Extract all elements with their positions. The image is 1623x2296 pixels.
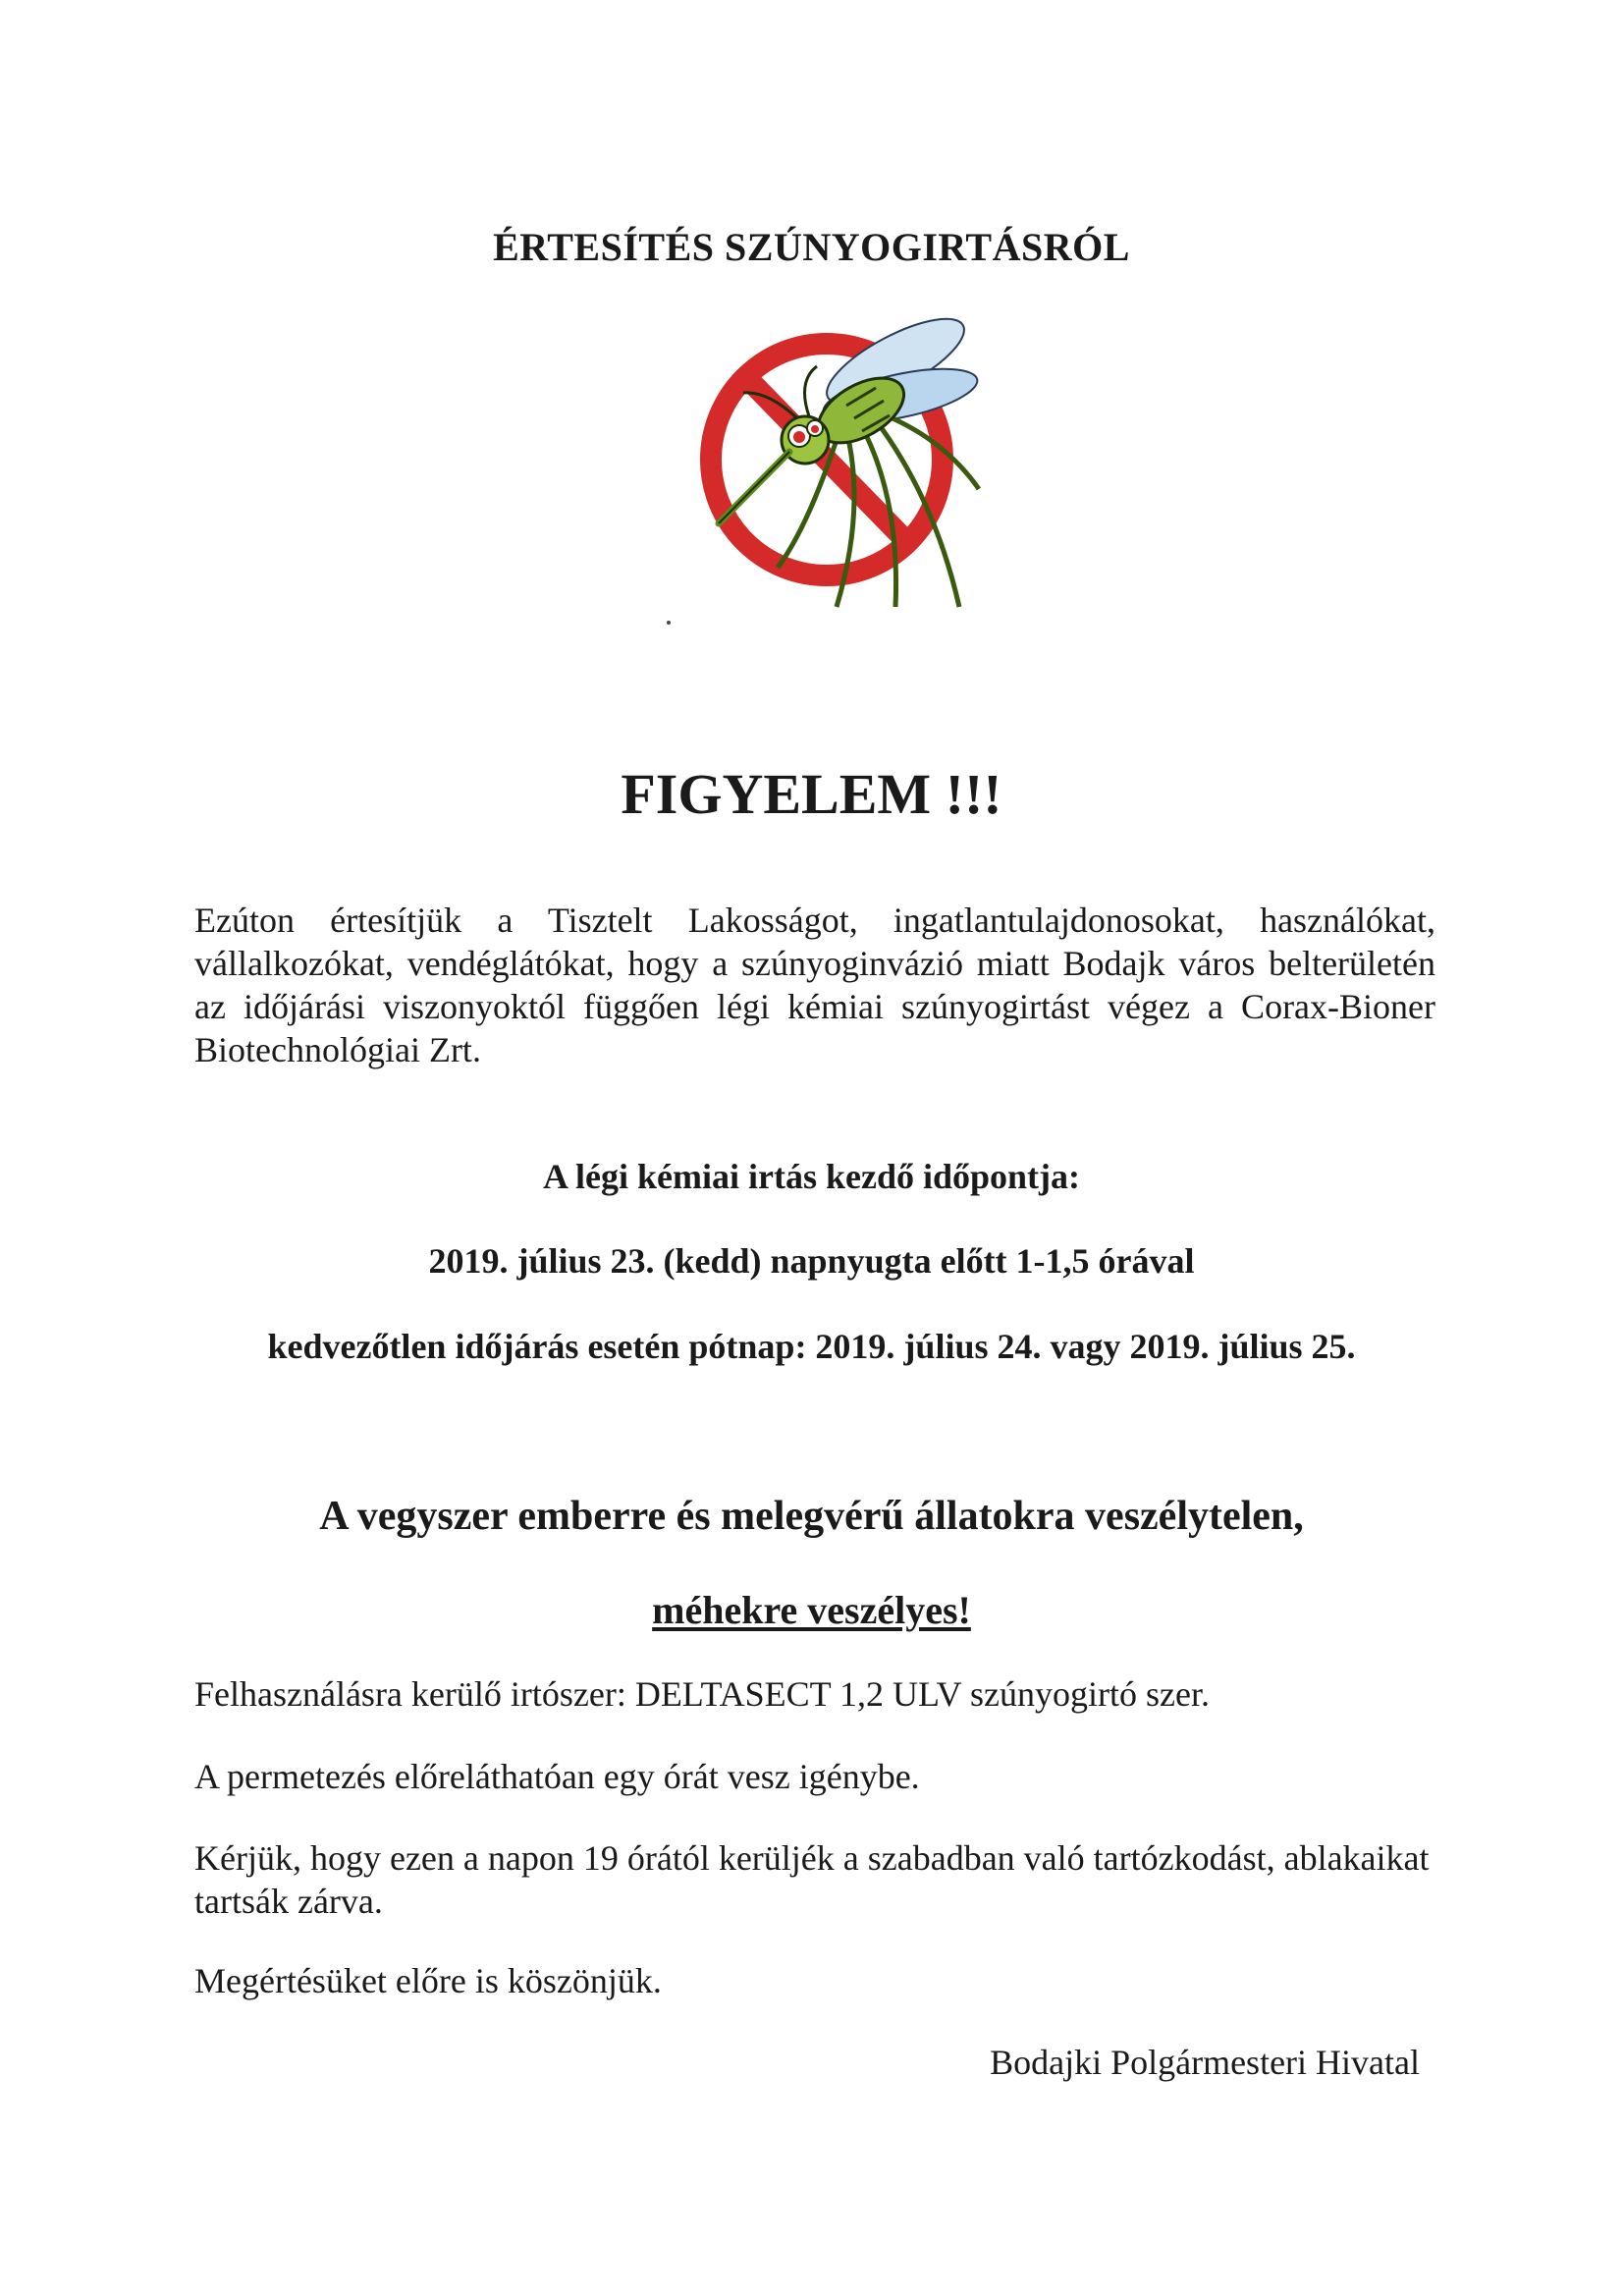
start-time-label: A légi kémiai irtás kezdő időpontja: bbox=[543, 1157, 1080, 1196]
attention-heading: FIGYELEM !!! bbox=[621, 762, 1002, 826]
product-paragraph: Felhasználásra kerülő irtószer: DELTASECT 1,2 ULV szúnyogirtó szer. bbox=[194, 1674, 1210, 1714]
request-paragraph: Kérjük, hogy ezen a napon 19 órától kerüljék a szabadban való tartózkodást, ablakaikat tartsák zárva. bbox=[194, 1838, 1430, 1921]
no-mosquito-icon bbox=[699, 312, 984, 627]
fallback-dates: kedvezőtlen időjárás esetén pótnap: 2019. július 24. vagy 2019. július 25. bbox=[267, 1327, 1356, 1366]
bee-warning: méhekre veszélyes! bbox=[652, 1588, 971, 1632]
safety-warning: A vegyszer emberre és melegvérű állatokra veszélytelen, bbox=[319, 1494, 1304, 1539]
start-date: 2019. július 23. (kedd) napnyugta előtt 1-1,5 órával bbox=[428, 1241, 1195, 1281]
signature: Bodajki Polgármesteri Hivatal bbox=[990, 2043, 1420, 2082]
intro-paragraph: Ezúton értesítjük a Tisztelt Lakosságot, ingatlantulajdonosokat, használókat, vállalkozókat, vendéglátókat, hogy a szúnyoginvázió miatt Bodajk város belterületén az időjárási viszonyoktól függően légi kémiai szúnyogirtást végez a Corax-Bioner Biotechnológiai Zrt. bbox=[194, 901, 1435, 1069]
duration-paragraph: A permetezés előreláthatóan egy órát vesz igénybe. bbox=[194, 1757, 920, 1796]
thanks-paragraph: Megértésüket előre is köszönjük. bbox=[194, 1961, 662, 2000]
notice-title: ÉRTESÍTÉS SZÚNYOGIRTÁSRÓL bbox=[493, 225, 1130, 269]
print-speck bbox=[667, 621, 671, 625]
